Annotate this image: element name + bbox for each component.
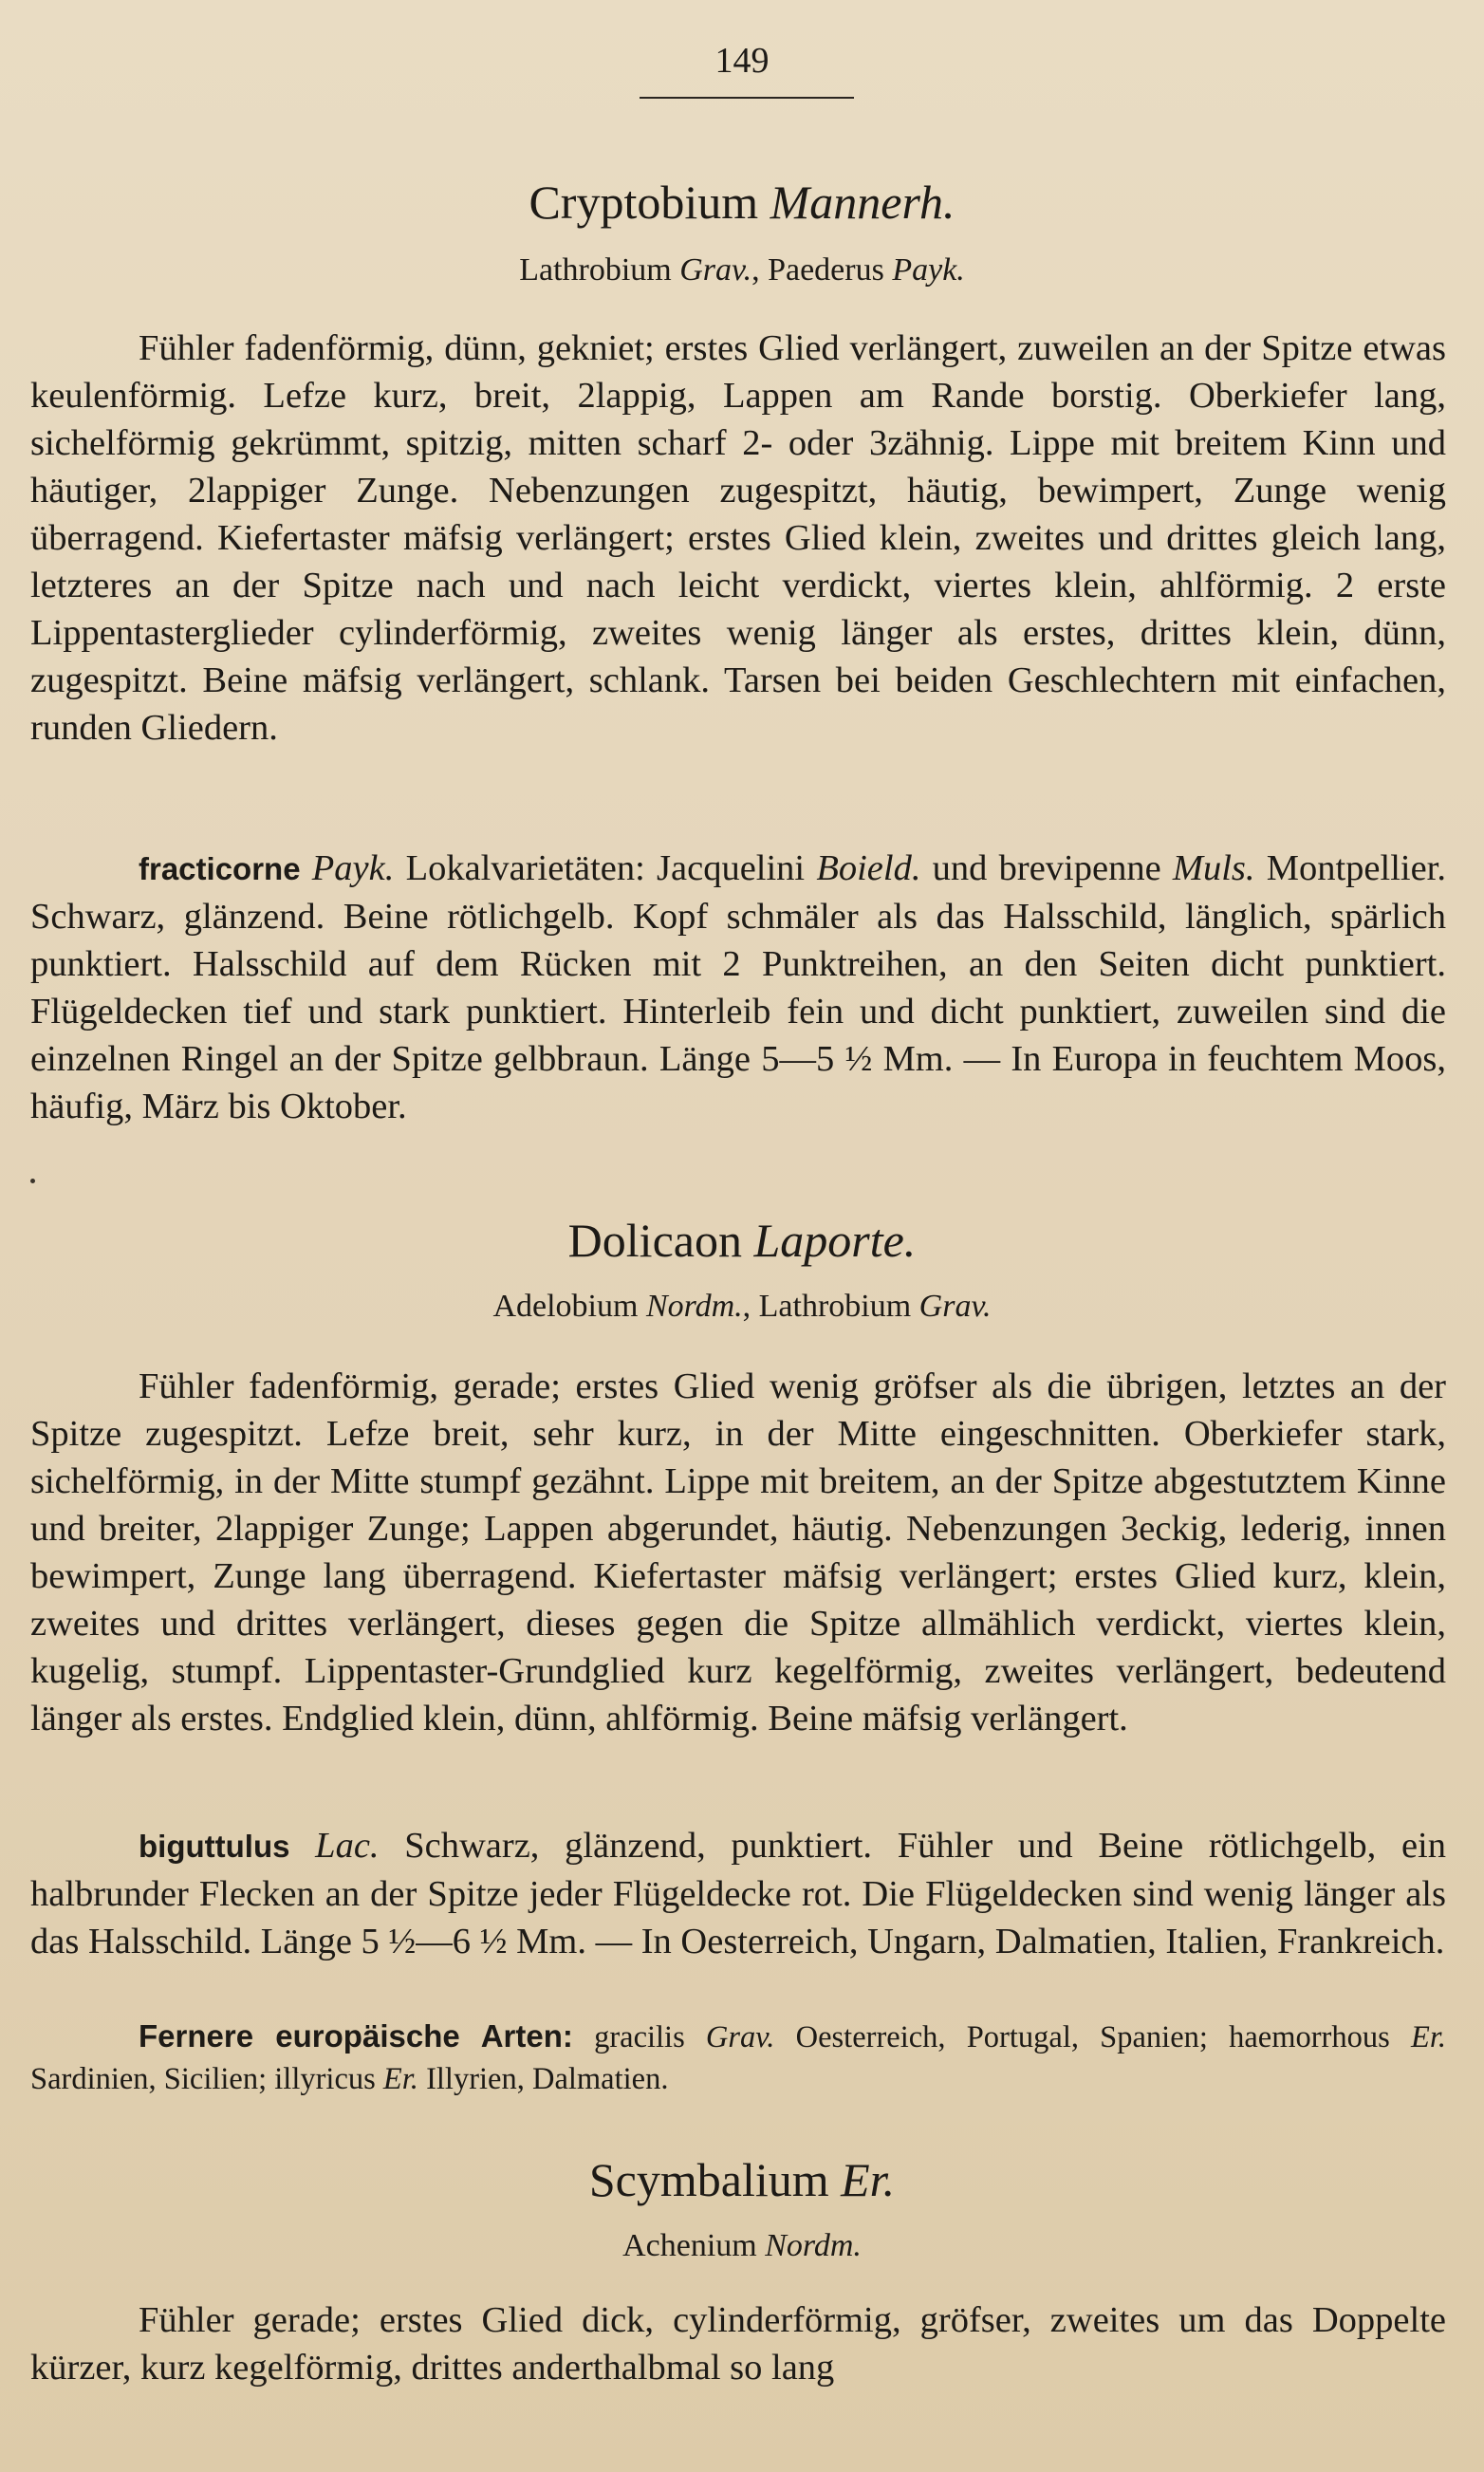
synonyms-dolicaon	[0, 1291, 1484, 1323]
further-author: Er.	[382, 2062, 418, 2096]
further-author: Er.	[1410, 2020, 1446, 2054]
species-text: Schwarz, glänzend, punktiert. Fühler und Beine rötlichgelb, ein halbrunder Flecken an der Spitze jeder Flügeldecke rot. Die Flügeldecken sind wenig länger als das Halsschild. Länge 5 ½—6 ½ Mm. — In Oesterreich, Ungarn, Dalmatien, Italien, Frankreich.	[30, 1826, 1446, 1961]
species-fracticorne	[30, 845, 1446, 1130]
margin-dot	[30, 1179, 35, 1183]
species-name: biguttulus	[139, 1829, 290, 1864]
genus-heading-dolicaon	[0, 1214, 1484, 1267]
genus-author: Mannerh.	[770, 176, 955, 229]
species-biguttulus	[30, 1822, 1446, 1965]
variety-author: Muls.	[1172, 848, 1255, 888]
further-text: Sardinien, Sicilien; illyricus	[30, 2062, 383, 2096]
genus-heading-cryptobium	[0, 176, 1484, 229]
genus-name: Dolicaon	[567, 1214, 742, 1267]
synonym-author: Nordm.	[645, 1289, 743, 1324]
further-author: Grav.	[705, 2020, 775, 2054]
further-text: gracilis	[572, 2020, 706, 2054]
species-author: Payk.	[311, 848, 395, 888]
further-species-label: Fernere europäische Arten:	[139, 2018, 573, 2054]
synonym: , Paederus	[751, 252, 884, 288]
page-number: 149	[714, 41, 770, 81]
genus-author: Er.	[841, 2153, 896, 2206]
genus-author: Laporte.	[753, 1214, 917, 1267]
further-text: Illyrien, Dalmatien.	[417, 2062, 669, 2096]
synonym: Lathrobium	[519, 252, 672, 288]
species-text: Montpellier. Schwarz, glänzend. Beine rötlichgelb. Kopf schmäler als das Halsschild, länglich, spärlich punktiert. Halsschild auf dem Rücken mit 2 Punktreihen, an den Seiten dicht punktiert. Flügeldecken tief und stark punktiert. Hinterleib fein und dicht punktiert, zuweilen sind die einzelnen Ringel an der Spitze gelbbraun. Länge 5—5 ½ Mm. — In Europa in feuchtem Moos, häufig, März bis Oktober.	[30, 848, 1446, 1126]
further-species-dolicaon	[30, 2016, 1446, 2100]
genus-name: Scymbalium	[588, 2153, 829, 2206]
variety-author: Boield.	[816, 848, 921, 888]
synonym-author: Payk.	[892, 252, 965, 288]
synonym-author: Nordm.	[765, 2228, 862, 2263]
species-name: fracticorne	[139, 851, 301, 886]
further-text: Oesterreich, Portugal, Spanien; haemorrhous	[774, 2020, 1411, 2054]
synonym: Achenium	[622, 2228, 757, 2263]
synonym: , Lathrobium	[742, 1289, 912, 1324]
synonyms-scymbalium	[0, 2230, 1484, 2262]
species-author: Lac.	[315, 1826, 380, 1866]
synonym: Adelobium	[492, 1289, 639, 1324]
genus-heading-scymbalium	[0, 2153, 1484, 2206]
description-scymbalium: Fühler gerade; erstes Glied dick, cylinderförmig, gröfser, zweites um das Doppelte kürzer, kurz kegelförmig, drittes anderthalbmal so lang	[30, 2300, 1446, 2388]
synonym-author: Grav.	[918, 1289, 992, 1324]
species-text: Lokalvarietäten: Jacquelini	[394, 848, 817, 888]
description-cryptobium: Fühler fadenförmig, dünn, gekniet; erstes Glied verlängert, zuweilen an der Spitze etwas keulenförmig. Lefze kurz, breit, 2lappig, Lappen am Rande borstig. Oberkiefer lang, sichelförmig gekrümmt, spitzig, mitten scharf 2- oder 3zähnig. Lippe mit breitem Kinn und häutiger, 2lappiger Zunge. Nebenzungen zugespitzt, häutig, bewimpert, Zunge wenig überragend. Kiefertaster mäfsig verlängert; erstes Glied klein, zweites und drittes gleich lang, letzteres an der Spitze nach und nach leicht verdickt, viertes klein, ahlförmig. 2 erste Lippentasterglieder cylinderförmig, zweites wenig länger als erstes, drittes klein, dünn, zugespitzt. Beine mäfsig verlängert, schlank. Tarsen bei beiden Geschlechtern mit einfachen, runden Gliedern.	[30, 328, 1446, 748]
header-rule	[640, 97, 854, 99]
synonym-author: Grav.	[679, 252, 752, 288]
genus-name: Cryptobium	[529, 176, 759, 229]
synonyms-cryptobium	[0, 254, 1484, 287]
description-dolicaon: Fühler fadenförmig, gerade; erstes Glied wenig gröfser als die übrigen, letztes an der Spitze zugespitzt. Lefze breit, sehr kurz, in der Mitte eingeschnitten. Oberkiefer stark, sichelförmig, in der Mitte stumpf gezähnt. Lippe mit breitem, an der Spitze abgestutztem Kinne und breiter, 2lappiger Zunge; Lappen abgerundet, häutig. Nebenzungen 3eckig, lederig, innen bewimpert, Zunge lang überragend. Kiefertaster mäfsig verlängert; erstes Glied kurz, klein, zweites und drittes verlängert, dieses gegen die Spitze allmählich verdickt, viertes klein, kugelig, stumpf. Lippentaster-Grundglied kurz kegelförmig, zweites verlängert, bedeutend länger als erstes. Endglied klein, dünn, ahlförmig. Beine mäfsig verlängert.	[30, 1366, 1446, 1738]
species-text: und brevipenne	[920, 848, 1173, 888]
